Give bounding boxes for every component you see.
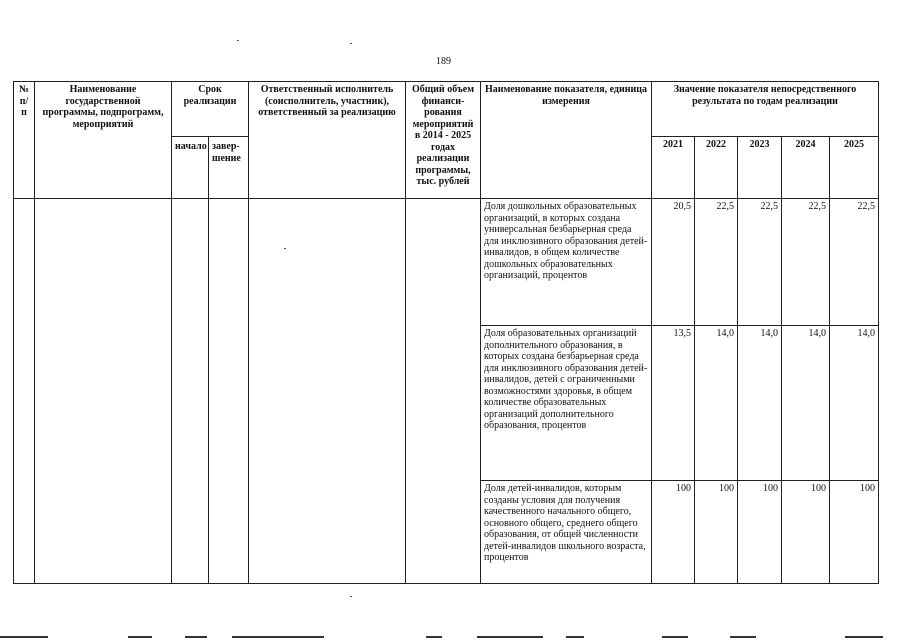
scan-artifact <box>477 636 543 638</box>
value-cell: 20,5 <box>652 199 695 326</box>
value-cell: 22,5 <box>830 199 879 326</box>
value-cell: 100 <box>830 481 879 584</box>
header-end: завер-шение <box>209 137 249 199</box>
header-num: № п/п <box>14 82 35 199</box>
header-year-2025: 2025 <box>830 137 879 199</box>
header-year-2021: 2021 <box>652 137 695 199</box>
cell-program-name <box>35 199 172 584</box>
indicator-text: Доля детей-инвалидов, которым созданы условия для получения качественного начального общего, основного общего, среднего общего образования, от общей численности детей-инвалидов школьного возраста, процентов <box>481 481 652 584</box>
header-program-name: Наименование государственной программы, подпрограмм, мероприятий <box>35 82 172 199</box>
scan-artifact <box>185 636 207 638</box>
scan-dot <box>350 596 352 597</box>
header-funding: Общий объем финанси-рования мероприятий в 2014 - 2025 годах реализации программы, тыс. рублей <box>406 82 481 199</box>
header-start: начало <box>172 137 209 199</box>
scan-artifact <box>0 636 48 638</box>
value-cell: 100 <box>652 481 695 584</box>
header-period: Срок реализации <box>172 82 249 137</box>
scan-dot <box>237 40 239 41</box>
cell-num <box>14 199 35 584</box>
scan-artifact <box>662 636 688 638</box>
indicator-text: Доля дошкольных образовательных организаций, в которых создана универсальная безбарьерная среда для инклюзивного образования детей-инвалидов, в общем количестве дошкольных образовательных организаций, процентов <box>481 199 652 326</box>
value-cell: 14,0 <box>782 326 830 481</box>
scan-artifact <box>128 636 152 638</box>
header-indicator: Наименование показателя, единица измерения <box>481 82 652 199</box>
scan-artifact <box>566 636 584 638</box>
header-values-title: Значение показателя непосредственного результата по годам реализации <box>652 82 879 137</box>
cell-end <box>209 199 249 584</box>
scan-artifact <box>232 636 324 638</box>
value-cell: 100 <box>695 481 738 584</box>
value-cell: 22,5 <box>738 199 782 326</box>
value-cell: 22,5 <box>695 199 738 326</box>
value-cell: 100 <box>738 481 782 584</box>
scan-dot <box>284 248 286 249</box>
value-cell: 14,0 <box>830 326 879 481</box>
value-cell: 13,5 <box>652 326 695 481</box>
page-number: 189 <box>436 56 451 67</box>
scan-dot <box>350 43 352 44</box>
value-cell: 22,5 <box>782 199 830 326</box>
value-cell: 14,0 <box>738 326 782 481</box>
header-executor: Ответственный исполнитель (соисполнитель, участник), ответственный за реализацию <box>249 82 406 199</box>
scan-artifact <box>730 636 756 638</box>
results-table <box>13 81 879 584</box>
scan-artifact <box>426 636 442 638</box>
header-year-2023: 2023 <box>738 137 782 199</box>
cell-start <box>172 199 209 584</box>
value-cell: 100 <box>782 481 830 584</box>
indicator-text: Доля образовательных организаций дополнительного образования, в которых создана безбарьерная среда для инклюзивного образования детей-инвалидов, детей с ограниченными возможностями здоровья, в общем количестве образовательных организаций дополнительного образования, процентов <box>481 326 652 481</box>
scan-artifact <box>845 636 883 638</box>
header-year-2024: 2024 <box>782 137 830 199</box>
cell-executor <box>249 199 406 584</box>
table-row <box>14 199 879 326</box>
header-year-2022: 2022 <box>695 137 738 199</box>
value-cell: 14,0 <box>695 326 738 481</box>
cell-funding <box>406 199 481 584</box>
